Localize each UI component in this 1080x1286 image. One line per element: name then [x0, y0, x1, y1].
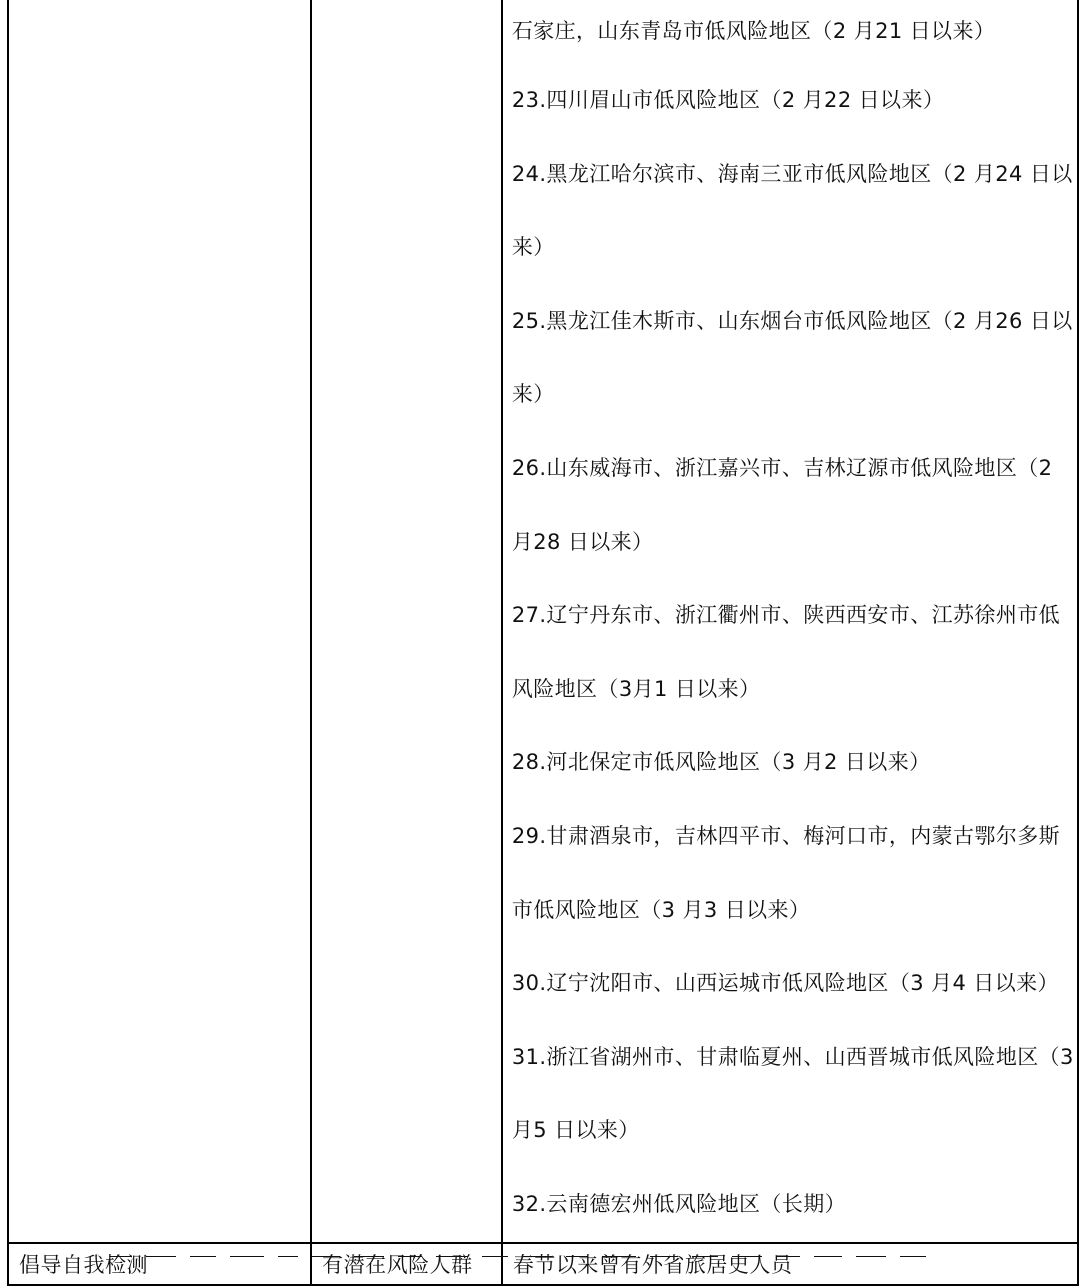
list-item: 26.山东威海市、浙江嘉兴市、吉林辽源市低风险地区（2	[511, 455, 1053, 480]
list-item: 石家庄，山东青岛市低风险地区（2 月21 日以来）	[511, 19, 996, 43]
group-cell-empty	[311, 0, 502, 1243]
list-item: 25.黑龙江佳木斯市、山东烟台市低风险地区（2 月26 日以	[511, 308, 1073, 333]
table-row	[8, 0, 1078, 1243]
description-label: 春节以来曾有外省旅居史人员	[512, 1252, 793, 1277]
list-item: 来）	[511, 235, 555, 260]
measure-cell-empty	[8, 0, 311, 1243]
area-list	[503, 0, 1077, 1242]
list-item: 28.河北保定市低风险地区（3 月2 日以来）	[511, 750, 931, 775]
list-item: 来）	[511, 382, 555, 407]
risk-area-table	[7, 0, 1079, 1286]
group-label: 有潜在风险人群	[322, 1252, 473, 1277]
list-item: 月5 日以来）	[511, 1118, 640, 1143]
list-item: 29.甘肃酒泉市，吉林四平市、梅河口市，内蒙古鄂尔多斯	[511, 823, 1061, 848]
list-item: 23.四川眉山市低风险地区（2 月22 日以来）	[511, 88, 945, 112]
list-item: 27.辽宁丹东市、浙江衢州市、陕西西安市、江苏徐州市低	[511, 603, 1061, 628]
list-item: 风险地区（3月1 日以来）	[511, 676, 761, 701]
list-item: 24.黑龙江哈尔滨市、海南三亚市低风险地区（2 月24 日以	[511, 161, 1073, 186]
list-item: 市低风险地区（3 月3 日以来）	[511, 897, 811, 922]
list-item: 32.云南德宏州低风险地区（长期）	[511, 1191, 847, 1216]
measure-label: 倡导自我检测	[19, 1252, 148, 1277]
list-item: 30.辽宁沈阳市、山西运城市低风险地区（3 月4 日以来）	[511, 971, 1059, 996]
area-list-cell	[502, 0, 1078, 1243]
cut-off-text-line	[110, 1249, 990, 1257]
list-item: 31.浙江省湖州市、甘肃临夏州、山西晋城市低风险地区（3	[511, 1044, 1074, 1069]
list-item: 月28 日以来）	[511, 529, 654, 554]
